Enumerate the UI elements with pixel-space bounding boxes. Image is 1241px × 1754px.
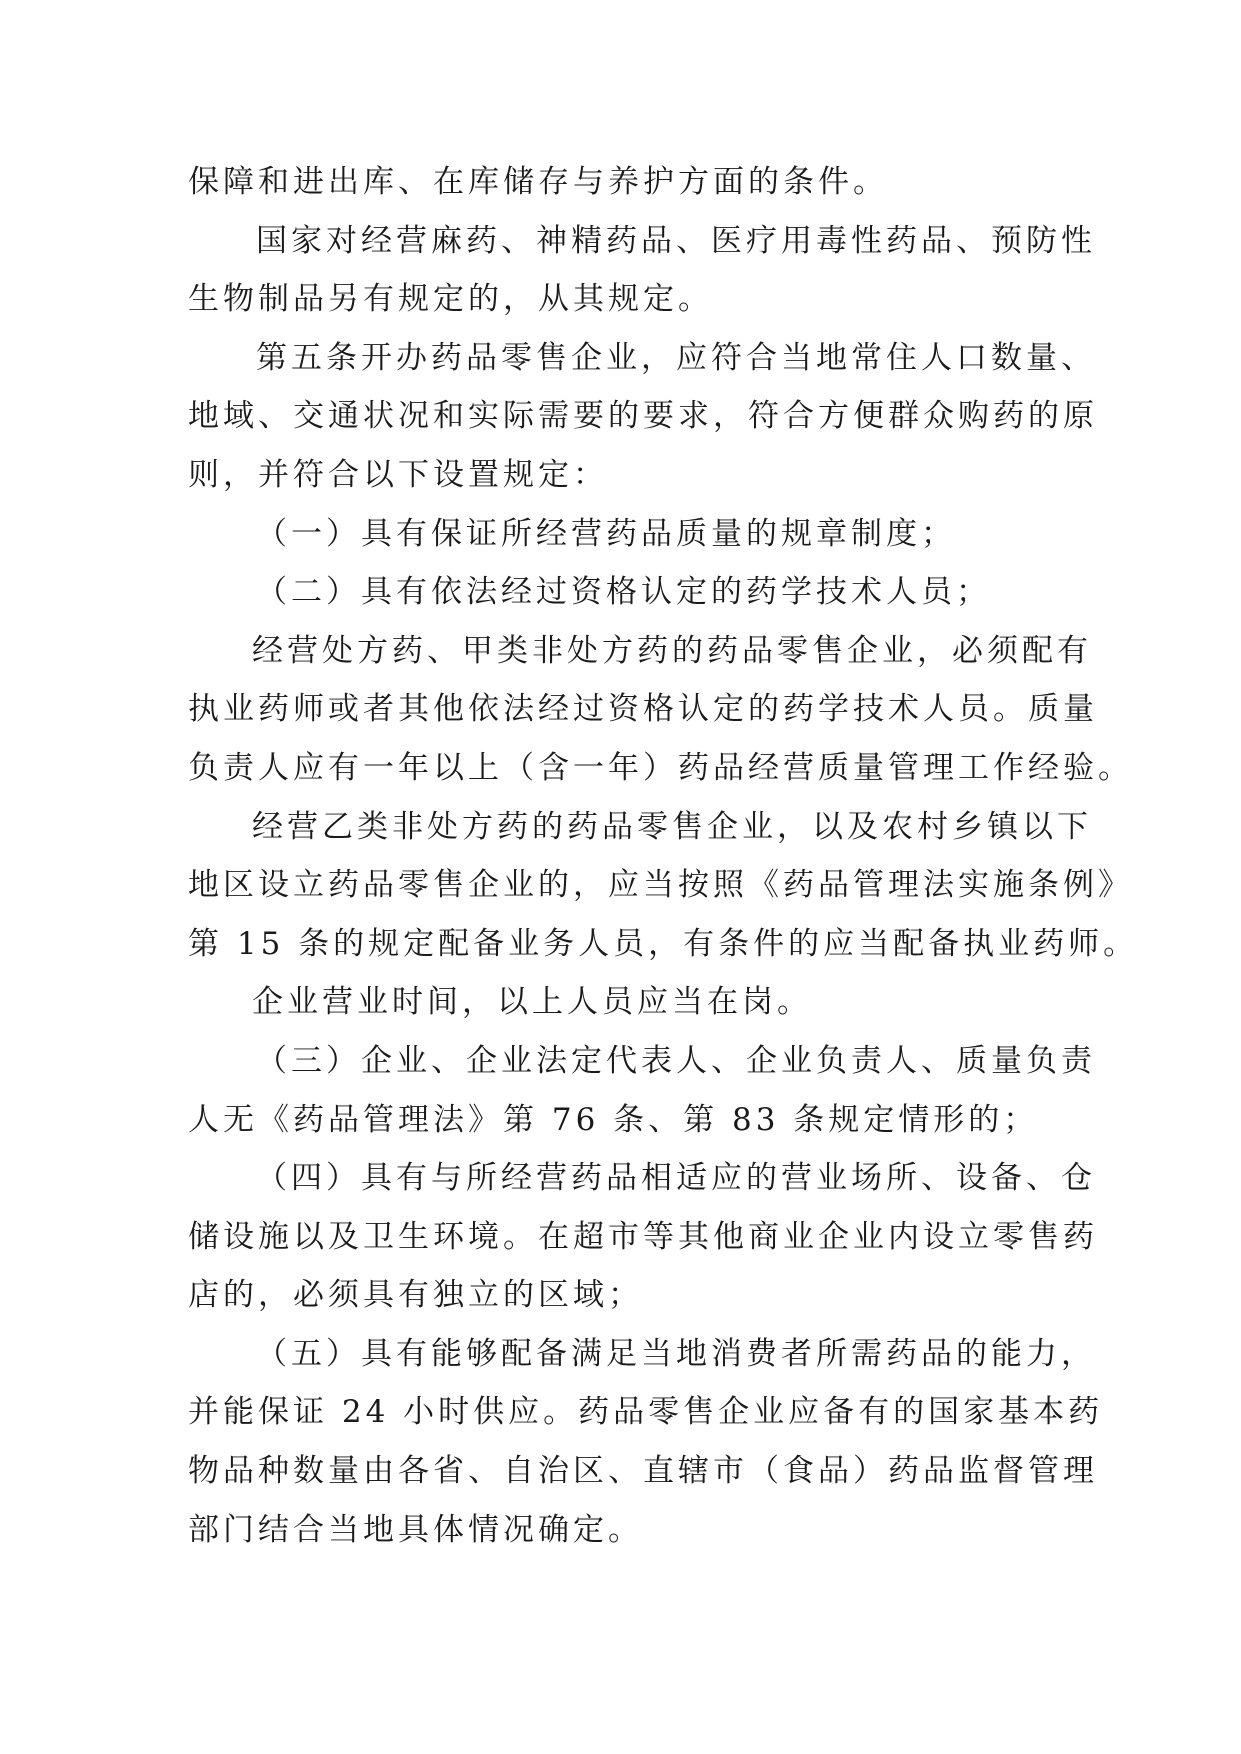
text-line: （三）企业、企业法定代表人、企业负责人、质量负责	[256, 1042, 1096, 1079]
text-line: 保障和进出库、在库储存与养护方面的条件。	[188, 164, 888, 200]
text-line: 生物制品另有规定的，从其规定。	[188, 281, 713, 318]
text-line: 经营乙类非处方药的药品零售企业，以及农村乡镇以下	[252, 808, 1092, 845]
document-body	[188, 153, 1139, 1559]
text-line: 执业药师或者其他依法经过资格认定的药学技术人员。质量	[188, 691, 1098, 728]
text-line: （五）具有能够配备满足当地消费者所需药品的能力，	[256, 1335, 1096, 1372]
text-line: 第五条开办药品零售企业，应符合当地常住人口数量、	[256, 339, 1096, 376]
text-line: 国家对经营麻药、神精药品、医疗用毒性药品、预防性	[256, 222, 1096, 259]
text-line: 部门结合当地具体情况确定。	[188, 1511, 643, 1548]
text-line: （四）具有与所经营药品相适应的营业场所、设备、仓	[256, 1160, 1096, 1197]
text-line: 负责人应有一年以上（含一年）药品经营质量管理工作经验。	[188, 749, 1133, 786]
text-line: 店的，必须具有独立的区域；	[188, 1277, 643, 1314]
text-line: 物品种数量由各省、自治区、直辖市（食品）药品监督管理	[188, 1453, 1098, 1490]
text-line: 则，并符合以下设置规定：	[188, 456, 608, 493]
text-line: 地域、交通状况和实际需要的要求，符合方便群众购药的原	[188, 398, 1098, 435]
text-line: 第 15 条的规定配备业务人员，有条件的应当配备执业药师。	[188, 925, 1139, 962]
text-line: 企业营业时间，以上人员应当在岗。	[252, 984, 812, 1021]
text-line: 人无《药品管理法》第 76 条、第 83 条规定情形的；	[188, 1101, 1039, 1138]
text-line: 储设施以及卫生环境。在超市等其他商业企业内设立零售药	[188, 1218, 1098, 1255]
text-line: （二）具有依法经过资格认定的药学技术人员；	[256, 574, 991, 611]
text-line: 经营处方药、甲类非处方药的药品零售企业，必须配有	[252, 632, 1092, 669]
text-line: 地区设立药品零售企业的，应当按照《药品管理法实施条例》	[188, 867, 1133, 904]
text-line: （一）具有保证所经营药品质量的规章制度；	[256, 515, 956, 552]
text-line: 并能保证 24 小时供应。药品零售企业应备有的国家基本药	[188, 1394, 1104, 1431]
